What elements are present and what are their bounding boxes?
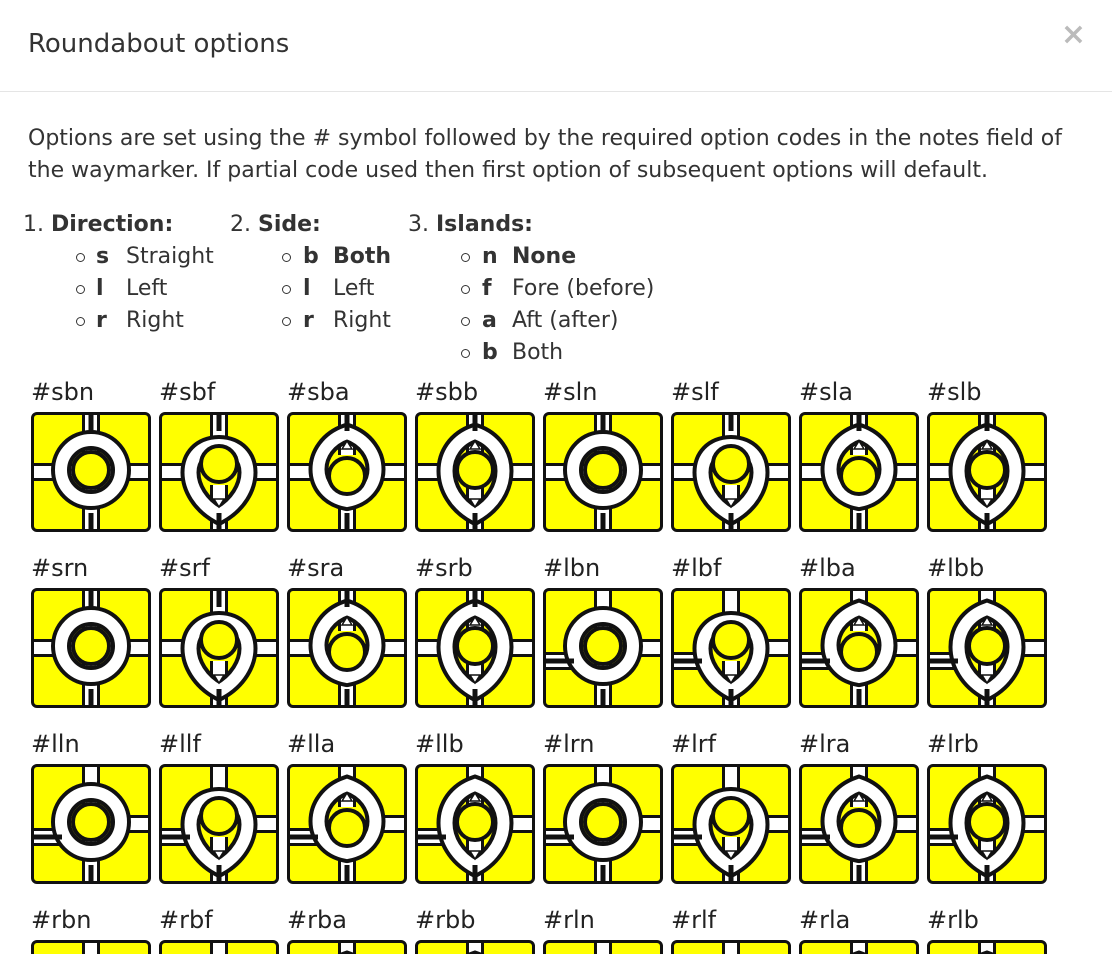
option-heading: 3. Islands:: [408, 212, 533, 237]
tile-label: #slf: [671, 378, 719, 406]
bullet-circle-icon: [282, 317, 291, 326]
roundabout-icon: [543, 412, 663, 532]
roundabout-icon: [671, 588, 791, 708]
option-heading: 2. Side:: [230, 212, 321, 237]
bullet-circle-icon: [282, 253, 291, 262]
tile-label: #sra: [287, 554, 345, 582]
roundabout-icon: [799, 412, 919, 532]
tile-label: #lla: [287, 730, 336, 758]
tile-label: #srn: [31, 554, 89, 582]
bullet-circle-icon: [76, 253, 85, 262]
tile-label: #llf: [159, 730, 201, 758]
tile-label: #sln: [543, 378, 598, 406]
tile-label: #sbn: [31, 378, 95, 406]
roundabout-icon: [671, 764, 791, 884]
bullet-circle-icon: [461, 285, 470, 294]
roundabout-icon: [287, 764, 407, 884]
tile-label: #lbb: [927, 554, 985, 582]
roundabout-icon: [543, 940, 663, 954]
roundabout-icon: [31, 940, 151, 954]
bullet-circle-icon: [461, 349, 470, 358]
roundabout-icon: [927, 588, 1047, 708]
tile-label: #rbf: [159, 906, 213, 934]
tile-label: #rlf: [671, 906, 717, 934]
roundabout-icon: [159, 940, 279, 954]
tile-label: #lra: [799, 730, 851, 758]
bullet-circle-icon: [461, 317, 470, 326]
roundabout-icon: [543, 764, 663, 884]
option-heading: 1. Direction:: [23, 212, 174, 237]
roundabout-icon: [159, 412, 279, 532]
list-item: b Both: [230, 241, 321, 273]
modal-title: Roundabout options: [28, 29, 290, 59]
tile-label: #lbn: [543, 554, 601, 582]
list-item: n None: [408, 241, 533, 273]
tile-label: #sba: [287, 378, 350, 406]
list-item: l Left: [23, 273, 173, 305]
tile-label: #lbf: [671, 554, 722, 582]
tile-label: #lrf: [671, 730, 717, 758]
roundabout-icon: [415, 940, 535, 954]
tile-label: #rba: [287, 906, 347, 934]
tile-label: #sbf: [159, 378, 216, 406]
tile-label: #rbn: [31, 906, 92, 934]
option-islands: [408, 209, 655, 369]
tile-label: #lrn: [543, 730, 595, 758]
roundabout-icon: [31, 764, 151, 884]
tile-label: #llb: [415, 730, 464, 758]
roundabout-icon: [415, 412, 535, 532]
roundabout-icon: [671, 412, 791, 532]
roundabout-icon: [159, 764, 279, 884]
roundabout-icon: [31, 588, 151, 708]
tile-label: #slb: [927, 378, 982, 406]
tile-label: #rbb: [415, 906, 476, 934]
tile-label: #srf: [159, 554, 210, 582]
roundabout-icon: [927, 940, 1047, 954]
tile-label: #srb: [415, 554, 473, 582]
roundabout-icon: [799, 588, 919, 708]
bullet-circle-icon: [76, 285, 85, 294]
roundabout-icon: [543, 588, 663, 708]
roundabout-icon: [159, 588, 279, 708]
tile-label: #lln: [31, 730, 80, 758]
roundabout-icon: [287, 940, 407, 954]
roundabout-icon: [287, 588, 407, 708]
option-direction: [23, 209, 214, 337]
tile-label: #rln: [543, 906, 595, 934]
roundabout-icon: [415, 764, 535, 884]
tile-label: #lba: [799, 554, 856, 582]
roundabout-icon: [31, 412, 151, 532]
list-item: a Aft (after): [408, 305, 533, 337]
tile-label: #sbb: [415, 378, 479, 406]
option-side: [230, 209, 392, 337]
bullet-circle-icon: [76, 317, 85, 326]
roundabout-icon: [287, 412, 407, 532]
roundabout-icon: [799, 940, 919, 954]
tile-label: #sla: [799, 378, 853, 406]
bullet-circle-icon: [461, 253, 470, 262]
list-item: r Right: [23, 305, 173, 337]
list-item: f Fore (before): [408, 273, 533, 305]
roundabout-icon: [415, 588, 535, 708]
roundabout-icon: [671, 940, 791, 954]
modal-header: [0, 0, 1112, 92]
roundabout-icon: [799, 764, 919, 884]
intro-text: Options are set using the # symbol followed by the required option codes in the notes field of the waymarker. If partial code used then first option of subsequent options will default.: [28, 126, 1062, 183]
tile-label: #lrb: [927, 730, 979, 758]
tile-label: #rla: [799, 906, 851, 934]
roundabout-icon: [927, 412, 1047, 532]
list-item: b Both: [408, 337, 533, 369]
roundabout-icon: [927, 764, 1047, 884]
tile-label: #rlb: [927, 906, 979, 934]
list-item: l Left: [230, 273, 321, 305]
list-item: r Right: [230, 305, 321, 337]
close-icon[interactable]: ×: [1060, 17, 1086, 52]
list-item: s Straight: [23, 241, 173, 273]
bullet-circle-icon: [282, 285, 291, 294]
